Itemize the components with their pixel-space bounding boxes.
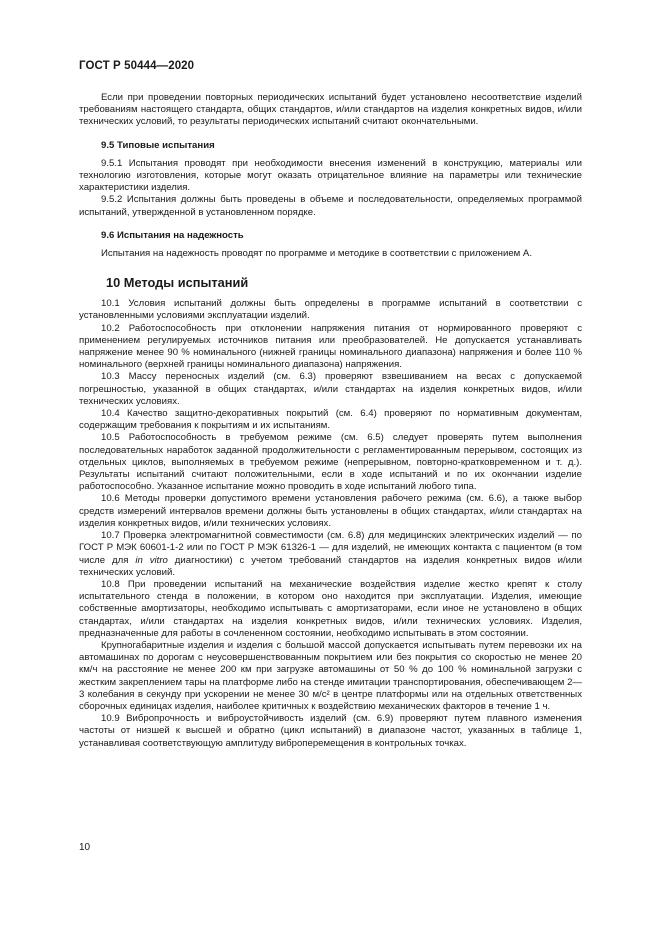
paragraph: Если при проведении повторных периодических испытаний будет установлено несоответствие изделий требованиям настоящего стандарта, общих стандартов, и/или стандартов на изделия конкретных видов, и/или технических условий, то результаты периодических испытаний считают окончательными. [79,92,582,128]
paragraph: 10.4 Качество защитно-декоративных покрытий (см. 6.4) проверяют по нормативным документам, содержащим требования к покрытиям и их испытаниям. [79,408,582,432]
paragraph: 10.2 Работоспособность при отклонении напряжения питания от нормированного проверяют с применением регулируемых источников питания или преобразователей. Не допускается устанавливать напряжение менее 90 % номинального (нижней границы номинального диапазона) напряжения и более 110 % номинального (верхней границы номинального диапазона) напряжения. [79,322,582,371]
italic-term: in vitro [135,554,168,566]
page-number: 10 [79,842,91,853]
chapter-heading: 10 Методы испытаний [106,275,249,291]
paragraph: 10.6 Методы проверки допустимого времени установления рабочего режима (см. 6.6), а также выбор средств измерений интервалов времени должны быть установлены в общих стандартах, и/или стандартах на изделия конкретных видов, и/или технических условиях. [79,493,582,529]
section-heading: 9.5 Типовые испытания [101,139,215,151]
paragraph: 10.9 Вибропрочность и виброустойчивость изделий (см. 6.9) проверяют путем плавного изменения частоты от низшей к высшей и обратно (цикл испытаний) в диапазоне частот, указанных в таблице 1, устанавливая соответствующую амплитуду виброперемещения в контрольных точках. [79,713,582,749]
paragraph: 10.7 Проверка электромагнитной совместимости (см. 6.8) для медицинских электрических изделий — по ГОСТ Р МЭК 60601-1-2 или по ГОСТ Р МЭК 61326-1 — для изделий, не имеющих контакта с пациентом (в том числе для in vitro диагностики) с учетом требований стандартов на изделия конкретных видов и/или технических условий. [79,530,582,578]
paragraph: 10.5 Работоспособность в требуемом режиме (см. 6.5) следует проверять путем выполнения последовательных наработок заданной продолжительности с регламентированным перерывом, состоящих из отдельных циклов, выполняемых в требуемом режиме (непрерывном, повторно-кратковременном и т. д.). Результаты испытаний считают положительными, если в ходе испытаний и по их окончании изделие работоспособно. Указанное испытание можно проводить в ходе испытаний любого типа. [79,432,582,493]
paragraph: Крупногабаритные изделия и изделия с большой массой допускается испытывать путем перевозки их на автомашинах по дорогам с неусовершенствованным покрытием или без покрытия со скоростью не менее 20 км/ч на расстояние не менее 200 км при загрузке автомашины от 50 % до 100 % номинальной загрузки с жестким закреплением тары на платформе либо на стенде имитации транспортирования, обеспечивающем 2—3 колебания в секунду при ускорении не менее 30 м/с² в центре платформы или на отдельных ответственных сборочных единицах изделия, наиболее критичных к воздействию механических факторов в течение 1 ч. [79,639,582,712]
document-body [79,92,582,750]
paragraph: Испытания на надежность проводят по программе и методике в соответствии с приложением А. [101,248,532,260]
paragraph: 10.1 Условия испытаний должны быть определены в программе испытаний в соответствии с установленными условиями эксплуатации изделий. [79,298,582,322]
document-header: ГОСТ Р 50444—2020 [79,60,195,72]
paragraph: 10.3 Массу переносных изделий (см. 6.3) проверяют взвешиванием на весах с допускаемой погрешностью, указанной в общих стандартах, и/или стандартах на изделия конкретных видов, и/или технических условиях. [79,371,582,407]
paragraph: 9.5.1 Испытания проводят при необходимости внесения изменений в конструкцию, материалы или технологию изготовления, которые могут оказать отрицательное влияние на параметры или технические характеристики изделия. [79,157,582,194]
section-heading: 9.6 Испытания на надежность [101,229,244,241]
paragraph: 10.8 При проведении испытаний на механические воздействия изделие жестко крепят к столу испытательного стенда в положении, в котором оно находится при эксплуатации. Изделия, имеющие собственные амортизаторы, необходимо испытывать с амортизаторами, если иное не установлено в общих стандартах, и/или стандартах на изделия конкретных видов, и/или технических условиях. Изделия, предназначенные для работы в сочлененном состоянии, необходимо испытывать в этом состоянии. [79,578,582,639]
paragraph: 9.5.2 Испытания должны быть проведены в объеме и последовательности, определяемых программой испытаний, утвержденной в установленном порядке. [79,194,582,218]
